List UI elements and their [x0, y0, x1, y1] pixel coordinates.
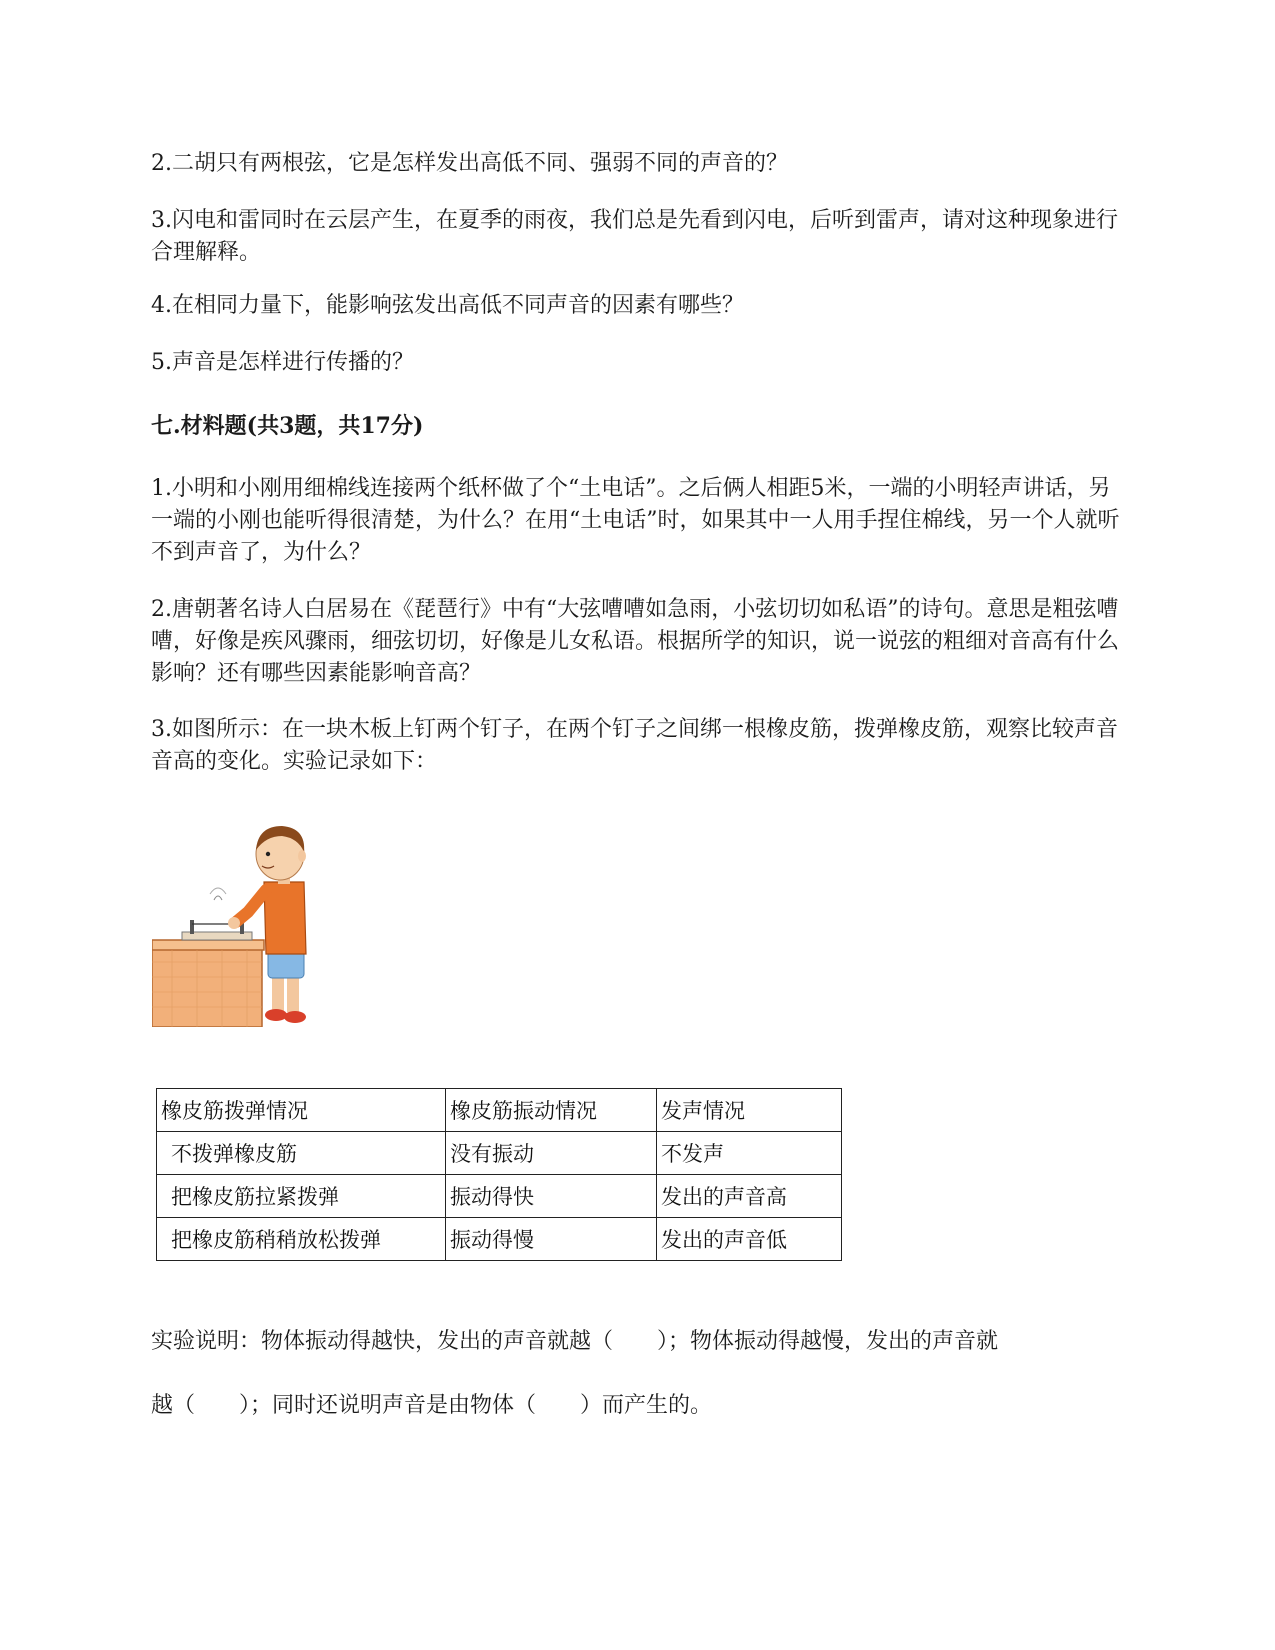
table-cell: 不发声: [657, 1132, 842, 1175]
table-row: [157, 1132, 842, 1175]
section-heading: 七.材料题(共3题，共17分): [151, 413, 424, 439]
question-2-erhu: 2.二胡只有两根弦，它是怎样发出高低不同、强弱不同的声音的？: [151, 151, 788, 176]
table-cell: 把橡皮筋拉紧拨弹: [157, 1175, 446, 1218]
table-header-cell: 橡皮筋拨弹情况: [157, 1089, 446, 1132]
table-cell: 发出的声音低: [657, 1218, 842, 1261]
material-question-1: 1.小明和小刚用细棉线连接两个纸杯做了个“土电话”。之后俩人相距5米，一端的小明轻声讲话，另一端的小刚也能听得很清楚，为什么？在用“土电话”时，如果其中一人用手捏住棉线，另一个人就听不到声音了，为什么？: [151, 476, 1120, 565]
experiment-explanation-line-2: 越（ ）；同时还说明声音是由物体（ ）而产生的。: [151, 1393, 713, 1418]
table-row: [157, 1218, 842, 1261]
question-4-string-factors: 4.在相同力量下，能影响弦发出高低不同声音的因素有哪些？: [151, 293, 744, 318]
question-5-sound-propagation: 5.声音是怎样进行传播的？: [151, 350, 414, 375]
table-cell: 没有振动: [446, 1132, 657, 1175]
table-row: [157, 1175, 842, 1218]
material-question-2: 2.唐朝著名诗人白居易在《琵琶行》中有“大弦嘈嘈如急雨，小弦切切如私语”的诗句。意思是粗弦嘈嘈，好像是疾风骤雨，细弦切切，好像是儿女私语。根据所学的知识，说一说弦的粗细对音高有什么影响？还有哪些因素能影响音高？: [151, 597, 1120, 686]
table-cell: 把橡皮筋稍稍放松拨弹: [157, 1218, 446, 1261]
material-question-3: 3.如图所示：在一块木板上钉两个钉子，在两个钉子之间绑一根橡皮筋，拨弹橡皮筋，观察比较声音音高的变化。实验记录如下：: [151, 717, 1118, 774]
table-cell: 振动得慢: [446, 1218, 657, 1261]
table-cell: 不拨弹橡皮筋: [157, 1132, 446, 1175]
table-cell: 发出的声音高: [657, 1175, 842, 1218]
experiment-record-table: [156, 1088, 842, 1261]
table-cell: 振动得快: [446, 1175, 657, 1218]
table-header-row: [157, 1089, 842, 1132]
question-3-lightning: 3.闪电和雷同时在云层产生，在夏季的雨夜，我们总是先看到闪电，后听到雷声，请对这种现象进行合理解释。: [151, 208, 1118, 265]
boy-plucking-rubber-band-illustration: [152, 822, 312, 1027]
experiment-explanation-line-1: 实验说明：物体振动得越快，发出的声音就越（ ）；物体振动得越慢，发出的声音就: [151, 1329, 999, 1354]
table-header-cell: 发声情况: [657, 1089, 842, 1132]
table-header-cell: 橡皮筋振动情况: [446, 1089, 657, 1132]
